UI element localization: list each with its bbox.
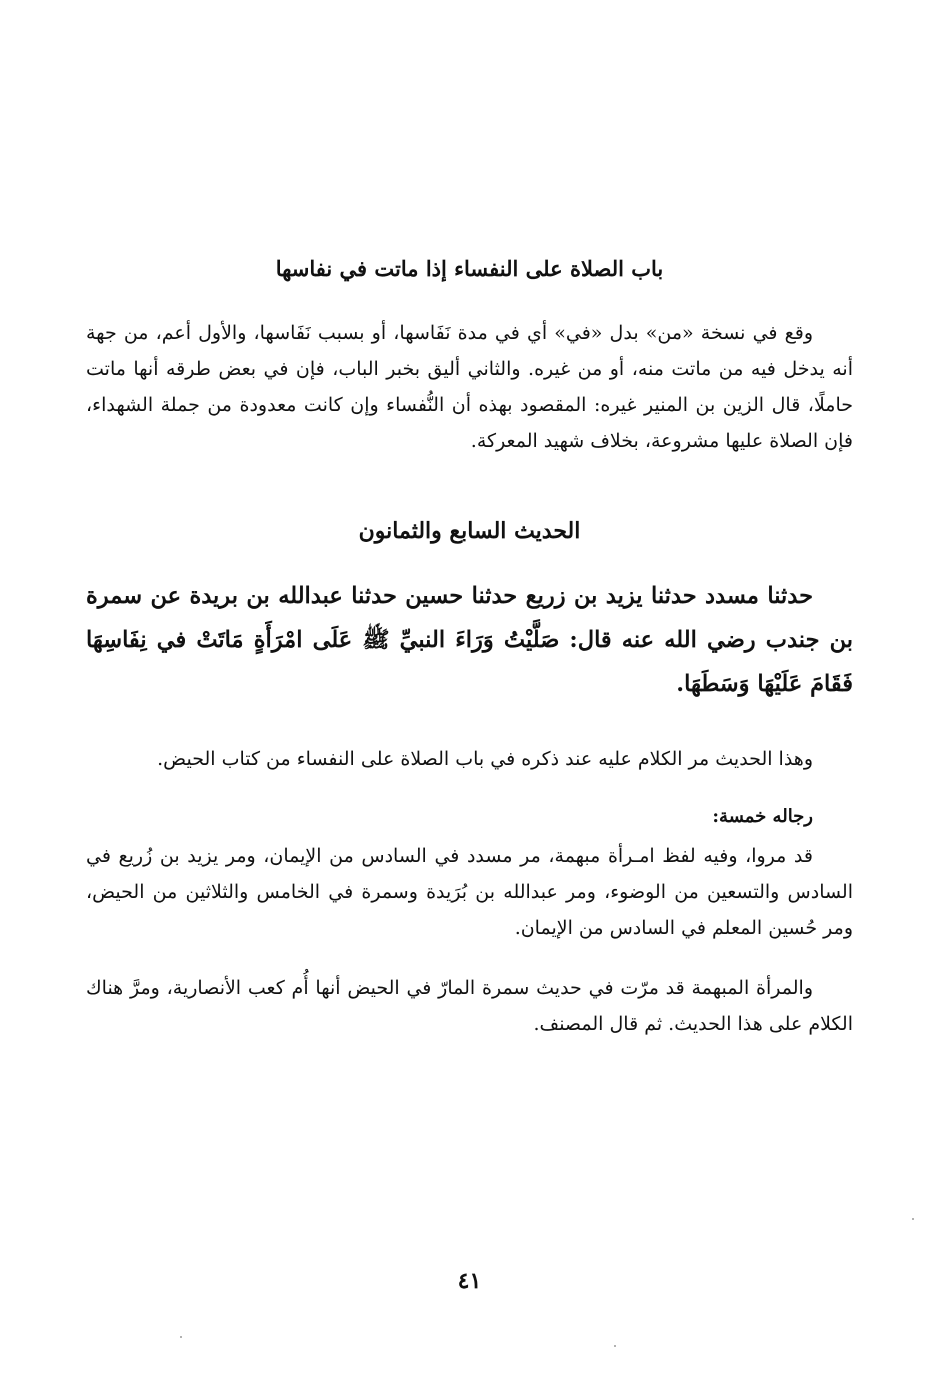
closing-note-paragraph: والمرأة المبهمة قد مرّت في حديث سمرة المارّ في الحيض أنها أُم كعب الأنصارية، ومرَّ هناك الكلام على هذا الحديث. ثم قال المصنف. — [86, 977, 853, 1035]
narrators-paragraph: قد مروا، وفيه لفظ امـرأة مبهمة، مر مسدد في السادس من الإيمان، ومر يزيد بن زُريع في السادس والتسعين من الوضوء، ومر عبدالله بن بُرَيدة وسمرة في الخامس والثلاثين من الحيض، ومر حُسين المعلم في السادس من الإيمان. — [86, 845, 853, 939]
scan-speck — [180, 1336, 182, 1338]
chapter-title: باب الصلاة على النفساء إذا ماتت في نفاسها — [275, 256, 664, 281]
hadith-text: حدثنا مسدد حدثنا يزيد بن زريع حدثنا حسين حدثنا عبدالله بن بريدة عن سمرة بن جندب رضي الله عنه قال: صَلَّيْتُ وَرَاءَ النبيِّ ﷺ عَلَى امْرَأَةٍ مَاتَتْ في نِفَاسِهَا فَقَامَ عَلَيْهَا وَسَطَهَا. — [86, 583, 853, 697]
page-number: ٤١ — [457, 1268, 482, 1294]
scan-speck — [912, 1218, 914, 1220]
scan-speck — [614, 1345, 616, 1347]
mention-note-paragraph: وهذا الحديث مر الكلام عليه عند ذكره في باب الصلاة على النفساء من كتاب الحيض. — [157, 748, 813, 770]
commentary-intro-paragraph: وقع في نسخة «من» بدل «في» أي في مدة نَفَاسها، أو بسبب نَفَاسها، والأول أعم، من جهة أنه يدخل فيه من ماتت منه، أو من غيره. والثاني أليق بخبر الباب، فإن في بعض طرقه أنها ماتت حاملًا، قال الزين بن المنير غيره: المقصود بهذه أن النُّفساء وإن كانت معدودة من جملة الشهداء، فإن الصلاة عليها مشروعة، بخلاف شهيد المعركة. — [86, 322, 853, 452]
narrators-heading: رجاله خمسة: — [712, 806, 813, 827]
hadith-heading: الحديث السابع والثمانون — [358, 518, 581, 544]
